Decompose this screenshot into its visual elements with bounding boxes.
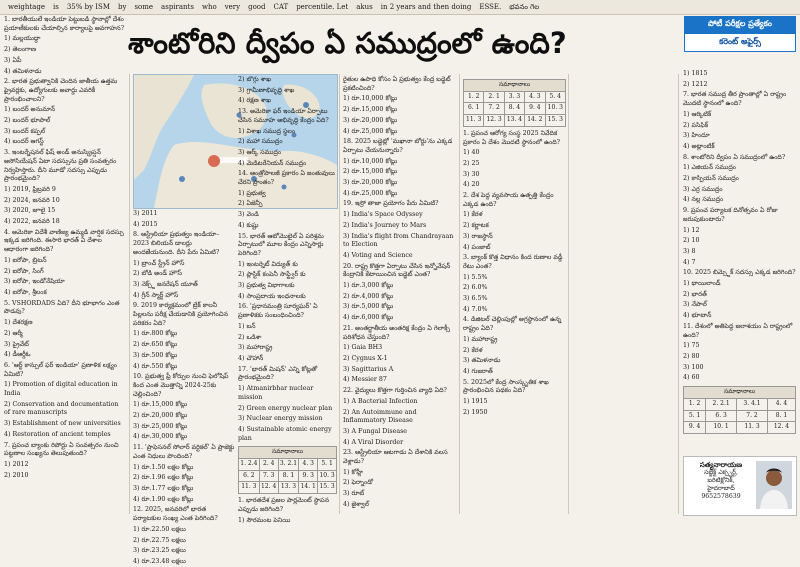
option: 3) 2011 bbox=[133, 210, 158, 217]
option: 2) మహా సముద్రం bbox=[238, 138, 283, 146]
option: 3) ఏపీ bbox=[4, 56, 22, 64]
answer-cell: 10. 1 bbox=[706, 422, 737, 434]
option: 2) రూ.22.75 లక్షలు bbox=[133, 536, 186, 544]
top-text: 35% by ISM bbox=[66, 3, 111, 11]
question: 1. బారతీయులే ఇండియా పెట్టుబడి స్థానాల్లో దేశం ప్రయాణీకులకు చేయాల్సిన కార్యాలపై అవగాహన? bbox=[4, 16, 125, 32]
option: 4) 2015 bbox=[133, 220, 158, 228]
answer-cell: 7. 3 bbox=[259, 470, 278, 482]
option: 3) తమిళనాడు bbox=[463, 357, 501, 365]
option: 2) బొగ్గు శాఖ bbox=[238, 76, 272, 83]
headline: శాంటోరిని ద్వీపం ఏ సముద్రంలో ఉంది? bbox=[128, 26, 567, 60]
top-text: some bbox=[134, 3, 154, 11]
option: 4) 20 bbox=[463, 181, 480, 189]
option: 4) డీఆర్డీఓ bbox=[4, 351, 31, 359]
question: 9. ప్రపంచ పర్యాటక దినోత్సవం ఏ రోజు జరుపుకుంటారు? bbox=[683, 207, 778, 223]
option: 3) రూ.500 కోట్లు bbox=[133, 351, 178, 359]
option: 1) ఇంటర్నెట్ విద్యుత్ కు bbox=[238, 260, 298, 268]
option: 3) 2020, జూలై 15 bbox=[4, 207, 56, 215]
option: 2) కాస్పియన్ సముద్రం bbox=[683, 175, 739, 183]
column-divider bbox=[568, 74, 569, 514]
author-text bbox=[688, 461, 754, 501]
question: 16. 'ప్రధానమంత్రి సూర్యఘర్' ఏ ప్రణాళికకు సంబంధించింది? bbox=[238, 303, 318, 320]
column-5 bbox=[463, 76, 566, 514]
option: 1) Promotion of digital education in India bbox=[4, 381, 118, 398]
option: 1) 1815 bbox=[683, 70, 708, 77]
section-badge-title: పోటీ పరీక్షల ప్రత్యేకం bbox=[684, 16, 796, 33]
option: 4) A Viral Disorder bbox=[343, 438, 404, 446]
column-divider bbox=[678, 74, 679, 514]
top-text: who bbox=[201, 3, 217, 11]
option: 2) 80 bbox=[683, 352, 700, 360]
answers-table bbox=[463, 79, 566, 127]
section-badge-subtitle: కరెంట్ అఫైర్స్ bbox=[684, 33, 796, 52]
answers-title: సమాధానాలు bbox=[239, 447, 337, 459]
answer-cell: 9. 4 bbox=[525, 103, 545, 115]
question: 8. ఆస్ట్రేలియా ప్రభుత్వం ఇండియా–2023 బిలియన్ డాలర్లు అందజేయనుంది. దీని పేరు ఏమిటి? bbox=[133, 231, 220, 256]
question: 13. అమెరికా ఫర్ ఇండియా ఏర్పాటు చేసిన సమూహ అభివృద్ధి కేంద్రం ఏది? bbox=[238, 108, 329, 124]
option: 2) 10 bbox=[683, 237, 700, 245]
option: 1) మల్లయుద్ధా bbox=[4, 35, 41, 43]
option: 2) రూ.15,000 కోట్లు bbox=[343, 168, 398, 176]
option: 3) గ్రామీణాభివృద్ధి శాఖ bbox=[238, 86, 295, 94]
option: 3) నెక్స్ట్ జనరేషన్ యూత్ bbox=[133, 280, 198, 288]
option: 4) 60 bbox=[683, 374, 700, 382]
answer-cell: 9. 3 bbox=[299, 470, 318, 482]
author-photo-illustration bbox=[756, 461, 792, 509]
option: 4) 7 bbox=[683, 258, 696, 266]
option: 1) రూ.15,000 కోట్లు bbox=[133, 401, 188, 409]
option: 2) రూ.650 కోట్లు bbox=[133, 341, 178, 349]
answer-cell: 12. 3 bbox=[484, 115, 504, 127]
option: 2) భారత్ bbox=[683, 290, 707, 298]
option: 1) రూ.10,000 కోట్లు bbox=[343, 95, 398, 103]
question: 11. 'ప్రాఫెసనల్ సోలార్ వర్టికల్' ఏ ప్రాజెక్టు ఎంత నిధులు పొందింది? bbox=[133, 444, 235, 460]
question: 5. VSHORDADS ఏది? దీని భూభాగం ఎంత పొడవు? bbox=[4, 299, 120, 316]
map-marker bbox=[208, 155, 220, 167]
option: 3) రూ.5,000 కోట్లు bbox=[343, 303, 394, 311]
option: 1) దేశరక్షణ bbox=[4, 319, 33, 327]
question: 4. అమెరికా విదేశీ వాణిజ్య ఉమ్మడి వార్షిక సదస్సు ఇక్కడ జరిగింది. ఈసారి భారత్ ఏ దేశాల ఆధారంగా జరిగింది? bbox=[4, 228, 124, 254]
top-text: aspirants bbox=[161, 3, 194, 11]
answer-cell: 3. 3 bbox=[504, 91, 524, 103]
option: 4) రక్షణ శాఖ bbox=[238, 97, 271, 105]
answer-cell: 2. 4 bbox=[259, 459, 278, 471]
question: 3. ఇంటర్నేషనల్ ఫిష్ అండ్ అనుస్క్రిప్షన్ అసోసియేషన్ ఏటా సదస్సును ప్రతి సంవత్సరం నిర్వహిస్తారు. దీని మూడో సదస్సు ఎప్పుడు ప్రారంభమైంది? bbox=[4, 149, 117, 183]
answer-cell: 4. 4 bbox=[767, 398, 795, 410]
question: 5. 2025లో కేంద్ర సాంస్కృతిక శాఖ ప్రారంభించిన పథకం ఏది? bbox=[463, 378, 549, 395]
option: 3) రూ.25,000 కోట్లు bbox=[133, 422, 188, 430]
option: 4) రూ.25,000 కోట్లు bbox=[343, 127, 398, 135]
option: 1) ప్రభుత్వ bbox=[238, 189, 266, 197]
answer-cell: 15. 3 bbox=[545, 115, 565, 127]
answer-cell: 5. 1 bbox=[318, 459, 337, 471]
option: 2) ఫెర్నాండో bbox=[343, 479, 374, 487]
option: 4) రూ.23.48 లక్షలు bbox=[133, 557, 186, 565]
top-cut-text-line bbox=[0, 0, 800, 15]
option: 2) తెలంగాణ bbox=[4, 46, 37, 54]
option: 2) ఆర్మీ bbox=[4, 329, 23, 337]
top-text: percentile. Let bbox=[296, 3, 349, 11]
top-text: akus bbox=[356, 3, 373, 11]
option: 4) 2022, జనవరి 18 bbox=[4, 218, 60, 226]
question: 22. వైద్యులు కొత్తగా గుర్తించిన వ్యాధి ఏది? bbox=[343, 387, 447, 395]
option: 1) కేరళ bbox=[463, 211, 483, 219]
option: 4) చౌహాన్ bbox=[238, 354, 264, 362]
option: 4) రూ.25,000 కోట్లు bbox=[343, 189, 398, 197]
option: 3) నేపాల్ bbox=[683, 301, 707, 309]
column-4 bbox=[343, 76, 456, 514]
option: 2) ప్లాస్టిక్ కంపెనీ సాఫ్ట్వేర్ కు bbox=[238, 271, 306, 279]
answer-cell: 2. 1 bbox=[484, 91, 504, 103]
option: 1) బ్రాంచ్ స్ట్రీన్ హౌస్ bbox=[133, 259, 185, 267]
top-text: weightage bbox=[8, 3, 45, 11]
option: 1) ఎజియన్ సముద్రం bbox=[683, 164, 736, 172]
answer-cell: 1. 2 bbox=[684, 398, 706, 410]
answer-cell: 15. 3 bbox=[318, 482, 337, 494]
answer-cell: 6. 1 bbox=[464, 103, 484, 115]
question: 7. భారత సముద్ర తీర ప్రాంతాల్లో ఏ రాష్ట్రం మొదటి స్థానంలో ఉంది? bbox=[683, 91, 787, 108]
top-text: good bbox=[248, 3, 266, 11]
option: 1) ఐరోపా, బ్రిటన్ bbox=[4, 256, 47, 264]
column-divider bbox=[129, 74, 130, 514]
author-box bbox=[683, 456, 797, 516]
option: 1) రూ.22.50 లక్షలు bbox=[133, 525, 186, 533]
option: 3) Establishment of new universities bbox=[4, 420, 121, 428]
column-2 bbox=[133, 210, 235, 565]
headline-area bbox=[128, 14, 673, 74]
answers-title: సమాధానాలు bbox=[684, 387, 796, 399]
option: 2) 2024, జనవరి 10 bbox=[4, 196, 60, 204]
option: 3) 6.5% bbox=[463, 295, 488, 303]
option: 4) 7.0% bbox=[463, 305, 488, 313]
option: 2) An Autoimmune and Inflammatory Disease bbox=[343, 408, 417, 425]
question: 3. బ్యాంక్ కొత్త విధానం కింద రుణాల వడ్డీ రేటు ఎంత? bbox=[463, 254, 563, 270]
option: 1) 2019, ఫ్రిబ్రవరి 9 bbox=[4, 185, 56, 193]
option: 4) నల్ల సముద్రం bbox=[683, 196, 724, 204]
answer-cell: 11. 3 bbox=[239, 482, 260, 494]
column-6 bbox=[683, 70, 796, 452]
option: 4) రూ.1.90 లక్షల కోట్లు bbox=[133, 495, 194, 503]
option: 1) రూ.10,000 కోట్లు bbox=[343, 157, 398, 165]
option: 4) సాంప్రదాయ ఇంధనాలకు bbox=[238, 292, 306, 300]
answer-cell: 4. 3 bbox=[299, 459, 318, 471]
option: 3) Nuclear energy mission bbox=[238, 415, 323, 423]
question: 20. రాష్ట్ర కొత్తగా ఏర్పాటు చేసిన ఇన్నోవేషన్ కేంద్రానికి కేటాయించిన బడ్జెట్ ఎంత? bbox=[343, 262, 451, 279]
column-divider bbox=[459, 74, 460, 514]
option: 2) ఒడిశా bbox=[238, 333, 262, 341]
option: 4) జైశ్వాల్ bbox=[343, 500, 369, 508]
answer-cell: 1. 2 bbox=[464, 91, 484, 103]
question: 10. 2025 బిమ్స్టెక్ సదస్సు ఎక్కడ జరిగింది? bbox=[683, 269, 796, 277]
option: 4) Messier 87 bbox=[343, 376, 387, 384]
option: 2) కేరళ bbox=[463, 346, 483, 354]
answers-table bbox=[238, 446, 337, 494]
option: 1) రూ.3,000 కోట్లు bbox=[343, 282, 394, 290]
option: 4) రూ.30,000 కోట్లు bbox=[133, 433, 188, 441]
answer-cell: 6. 2 bbox=[239, 470, 260, 482]
option: 2) బోడి అండ్ హౌస్ bbox=[133, 270, 182, 278]
option: 2) Cygnus X-1 bbox=[343, 354, 388, 362]
answer-cell: 5. 4 bbox=[545, 91, 565, 103]
option: 1) 5.5% bbox=[463, 273, 488, 281]
question: రైతుల ఉపాధి కోసం ఏ ప్రభుత్వం కేంద్ర బడ్జెట్ ప్రకటించింది? bbox=[343, 76, 451, 92]
option: 4) రూ.550 కోట్లు bbox=[133, 362, 178, 370]
option: 3) బందర్ కప్పల్ bbox=[4, 127, 46, 135]
answer-cell: 8. 4 bbox=[504, 103, 524, 115]
option: 4) కుష్టు bbox=[238, 221, 259, 229]
option: 3) హిందూ bbox=[683, 132, 710, 140]
option: 3) ఆర్క్ సముద్రం bbox=[238, 148, 282, 156]
question: 6. 'ఆర్ట్ కాన్సుల్ ఫర్ ఇండియా' ప్రణాళిక లక్ష్యం ఏమిటి? bbox=[4, 361, 117, 378]
question: 7. ప్రపంచ బ్యాంకు రిపోర్టు ఏ సంవత్సరం నుంచి పట్టణాల సంఖ్యను తెలుపుతుంది? bbox=[4, 441, 119, 458]
question: 21. అంతర్జాతీయ అంతరిక్ష కేంద్రం ఏ గెలాక్సీ పరిశోధన చేస్తుంది? bbox=[343, 324, 450, 341]
top-text: very bbox=[224, 3, 241, 11]
author-phone: 9652578639 bbox=[701, 493, 741, 500]
answer-cell: 12. 4 bbox=[767, 422, 795, 434]
option: 2) రూ.4,000 కోట్లు bbox=[343, 292, 394, 300]
question: 4. డిజిటల్ చెల్లింపుల్లో అగ్రస్థానంలో ఉన్న రాష్ట్రం ఏది? bbox=[463, 316, 562, 333]
question: 2. భారత ప్రభుత్వానికి చెందిన జాతీయ ఉత్తమ ఫ్రైవర్లకు, ఉద్యోగులకు అవార్డు ఎవరికీ ప్రారంభించాలని? bbox=[4, 78, 118, 103]
question: 9. 2019 కార్యక్రమంలో బ్రేక్ కాలనీ పిల్లలను పరీక్ష చేయడానికి ప్రయోగించిన పరికరం ఏది? bbox=[133, 302, 229, 327]
question: 12. 2025, జనవరిలో భారత పర్యాటకుల సంఖ్య ఎంత పెరిగింది? bbox=[133, 506, 218, 523]
question: 23. ఆస్ట్రేలియా ఆటగాడు ఏ దేశానికి వలస వెళ్లాడు? bbox=[343, 449, 448, 466]
question: 2. దేశ పెద్ద వ్యవసాయ ఉత్పత్తి కేంద్రం ఎక్కడ ఉంది? bbox=[463, 192, 554, 208]
option: 1) కోహ్లీ bbox=[343, 468, 363, 476]
option: 1) విశాఖ సముద్ర స్థలం bbox=[238, 127, 296, 135]
option: 3) రాజస్థాన్ bbox=[463, 232, 493, 240]
top-text: ESSE. bbox=[479, 3, 502, 11]
option: 2) Conservation and documentation of rare manuscripts bbox=[4, 400, 119, 417]
question: 19. ఇస్రో తాజా ప్రయోగం పేరు ఏమిటి? bbox=[343, 200, 439, 208]
answer-cell: 1. 2.4 bbox=[239, 459, 260, 471]
option: 3) ప్రభుత్వ విభాగాలకు bbox=[238, 282, 295, 290]
option: 3) 30 bbox=[463, 170, 480, 178]
answer-cell: 2. 2.1 bbox=[706, 398, 737, 410]
option: 3) 8 bbox=[683, 247, 696, 255]
option: 1) 12 bbox=[683, 226, 700, 234]
option: 3) 100 bbox=[683, 363, 704, 371]
question: 1. ప్రపంచ ఆరోగ్య సంస్థ 2025 నివేదిక ప్రకారం ఏ దేశం మొదటి స్థానంలో ఉంది? bbox=[463, 129, 561, 146]
question: 15. భారత్ ఆటోమొబైల్ ఏ పరిశ్రమ ఏర్పాటులో మూల కేంద్రం ఎన్నిసార్లు పెరిగింది? bbox=[238, 232, 324, 257]
option: 3) వెండి bbox=[238, 211, 259, 219]
option: 3) మహారాష్ట్ర bbox=[238, 344, 273, 352]
option: 3) ప్రైవేట్ bbox=[4, 340, 29, 348]
option: 4) Voting and Science bbox=[343, 251, 413, 259]
option: 1) A Bacterial Infection bbox=[343, 397, 418, 405]
option: 3) రూ.20,000 కోట్లు bbox=[343, 179, 398, 187]
option: 4) భూటాన్ bbox=[683, 312, 712, 320]
answer-cell: 14. 1 bbox=[299, 482, 318, 494]
answer-cell: 7. 2 bbox=[737, 410, 768, 422]
answer-cell: 6. 3 bbox=[706, 410, 737, 422]
answer-cell: 13. 4 bbox=[504, 115, 524, 127]
question: 1. భారతదేశ ప్రజల పార్లమెంట్ స్థాపన ఎప్పుడు జరిగింది? bbox=[238, 497, 329, 513]
option: 3) రూ.23.25 లక్షలు bbox=[133, 547, 186, 555]
answer-cell: 4. 3 bbox=[525, 91, 545, 103]
option: 1) 40 bbox=[463, 149, 480, 157]
answer-cell: 11. 3 bbox=[464, 115, 484, 127]
option: 2) ఏజెన్సీ bbox=[238, 200, 263, 208]
top-text: in 2 years and then doing bbox=[380, 3, 472, 11]
option: 4) Restoration of ancient temples bbox=[4, 430, 111, 438]
column-1 bbox=[4, 16, 126, 514]
option: 4) మెడిటరేనియన్ సముద్రం bbox=[238, 159, 307, 167]
top-text: భవనం గెల bbox=[509, 3, 540, 11]
option: 3) రూట్ bbox=[343, 490, 365, 498]
option: 1) Gaia BH3 bbox=[343, 344, 383, 352]
option: 1) India's Space Odyssey bbox=[343, 211, 423, 219]
author-photo bbox=[756, 461, 792, 509]
author-city: హైదరాబాద్ bbox=[707, 485, 735, 492]
answer-cell: 14. 2 bbox=[525, 115, 545, 127]
answer-cell: 10. 3 bbox=[545, 103, 565, 115]
option: 2) బందర్ భూపాల్ bbox=[4, 117, 51, 125]
option: 1) మహారాష్ట్ర bbox=[463, 335, 498, 343]
option: 1) 75 bbox=[683, 342, 700, 350]
option: 4) గ్రీన్ స్మార్ట్ హౌస్ bbox=[133, 291, 179, 299]
option: 2) 2010 bbox=[4, 471, 29, 479]
option: 4) తమిళనాడు bbox=[4, 67, 42, 75]
option: 2) Green energy nuclear plan bbox=[238, 404, 333, 412]
option: 2) రూ.1.96 లక్షల కోట్లు bbox=[133, 474, 194, 482]
option: 1) Atmanirbhar nuclear mission bbox=[238, 385, 314, 401]
option: 4) Sustainable atomic energy plan bbox=[238, 425, 332, 442]
option: 2) కర్ణాటక bbox=[463, 222, 489, 230]
option: 3) India's flight from Chandrayaan to Election bbox=[343, 232, 454, 249]
option: 3) రూ.1.77 లక్షల కోట్లు bbox=[133, 484, 194, 492]
top-text: CAT bbox=[273, 3, 289, 11]
question: 8. శాంటోరిని ద్వీపం ఏ సముద్రంలో ఉంది? bbox=[683, 153, 786, 161]
option: 2) రూ.15,000 కోట్లు bbox=[343, 106, 398, 114]
top-text: by bbox=[118, 3, 127, 11]
author-org: బరిటిక్లోనిక్, bbox=[707, 477, 735, 484]
author-name: సత్యనారాయణ bbox=[699, 460, 743, 469]
question: 10. ప్రభుత్వ ఫ్రీ కోర్సుల నుంచి ఫెలోషిప్ కింద ఎంత మొత్తాన్ని 2024-25కు చెల్లించింది? bbox=[133, 373, 229, 398]
answer-cell: 13. 3 bbox=[278, 482, 299, 494]
answer-cell: 3. 2.1 bbox=[278, 459, 299, 471]
option: 4) అట్లాంటిక్ bbox=[683, 142, 715, 150]
question: 11. దేశంలో అతిపెద్ద జలాశయం ఏ రాష్ట్రంలో ఉంది? bbox=[683, 322, 793, 339]
answer-cell: 10. 3 bbox=[318, 470, 337, 482]
option: 3) ఐరోపా, ఇండోనేషియా bbox=[4, 278, 65, 286]
question: 14. ఆంత్రోపాలజీ ప్రకారం ఏ జంతువులు చేరని ప్రాంతం? bbox=[238, 170, 335, 187]
option: 2) పసిఫిక్ bbox=[683, 121, 709, 129]
option: 1) రూ.800 కోట్లు bbox=[133, 330, 178, 338]
option: 2) రూ.20,000 కోట్లు bbox=[133, 412, 188, 420]
column-3 bbox=[238, 76, 337, 524]
option: 1) బన్ bbox=[238, 322, 256, 330]
top-text: is bbox=[52, 3, 59, 11]
option: 4) పంజాబ్ bbox=[463, 243, 491, 251]
answer-cell: 8. 1 bbox=[767, 410, 795, 422]
option: 2) 25 bbox=[463, 159, 480, 167]
answer-cell: 5. 1 bbox=[684, 410, 706, 422]
option: 1) రూ.1.50 లక్షల కోట్లు bbox=[133, 463, 194, 471]
option: 2) 1950 bbox=[463, 408, 488, 416]
option: 4) బందర్ ఆగస్ట్ bbox=[4, 138, 44, 146]
option: 4) ఐరోపా, శ్రీలంక bbox=[4, 288, 47, 296]
option: 3) రూ.20,000 కోట్లు bbox=[343, 116, 398, 124]
answer-cell: 12. 4 bbox=[259, 482, 278, 494]
author-title: సబ్జెక్ట్ ఎక్స్పర్ట్, bbox=[704, 469, 738, 476]
option: 1) సౌరమంట పెనియి bbox=[238, 516, 291, 524]
option: 4) రూ.6,000 కోట్లు bbox=[343, 314, 394, 322]
answer-cell: 11. 3 bbox=[737, 422, 768, 434]
answer-cell: 8. 1 bbox=[278, 470, 299, 482]
answer-cell: 7. 2 bbox=[484, 103, 504, 115]
answer-cell: 3. 4.1 bbox=[737, 398, 768, 410]
answers-title: సమాధానాలు bbox=[464, 80, 566, 92]
option: 1) థాయిలాండ్ bbox=[683, 280, 721, 288]
section-badge bbox=[684, 16, 796, 66]
option: 1) 2012 bbox=[4, 460, 29, 468]
option: 2) 6.0% bbox=[463, 284, 488, 292]
option: 3) ఎర్ర సముద్రం bbox=[683, 185, 723, 193]
option: 2) India's Journey to Mars bbox=[343, 221, 427, 229]
option: 2) 1212 bbox=[683, 80, 708, 88]
column-divider bbox=[339, 74, 340, 514]
option: 3) Sagittarius A bbox=[343, 365, 394, 373]
answer-cell: 9. 4 bbox=[684, 422, 706, 434]
option: 2) ఐరోపా, సింగ్ bbox=[4, 267, 44, 275]
answers-table bbox=[683, 386, 796, 434]
option: 4) గుజరాత్ bbox=[463, 367, 493, 375]
question: 17. 'భారత్ మిషన్' ఎన్ని కోట్లతో ప్రారంభమైంది? bbox=[238, 365, 318, 382]
option: 3) A Fungal Disease bbox=[343, 427, 408, 435]
option: 1) ఆర్కిటిక్ bbox=[683, 110, 712, 118]
option: 1) 1915 bbox=[463, 398, 488, 406]
question: 18. 2025 బడ్జెట్లో 'మఖానా బోర్డు'ను ఎక్కడ ఏర్పాటు చేయనున్నారు? bbox=[343, 138, 453, 154]
option: 1) బందర్ అనుమాన్ bbox=[4, 106, 56, 114]
